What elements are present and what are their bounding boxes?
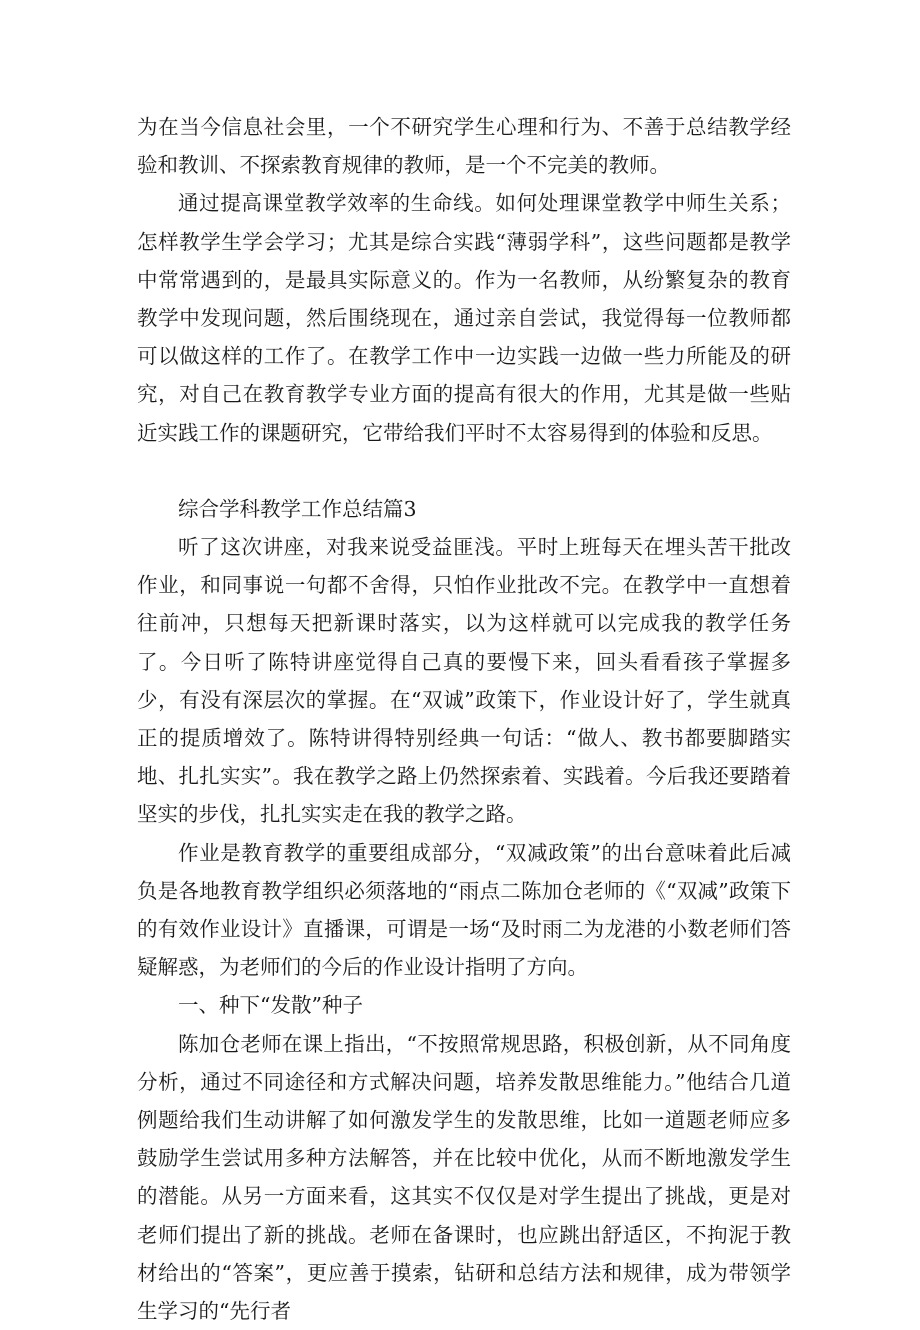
paragraph: 通过提高课堂教学效率的生命线。如何处理课堂教学中师生关系；怎样教学生学会学习；尤其是综合实践“薄弱学科”，这些问题都是教学中常常遇到的，是最具实际意义的。作为一名教师，从纷繁复杂的教育教学中发现问题，然后围绕现在，通过亲自尝试，我觉得每一位教师都可以做这样的工作了。在教学工作中一边实践一边做一些力所能及的研究，对自己在教育教学专业方面的提高有很大的作用，尤其是做一些贴近实践工作的课题研究，它带给我们平时不太容易得到的体验和反思。	[137, 191, 791, 445]
paragraph: 听了这次讲座，对我来说受益匪浅。平时上班每天在埋头苦干批改作业，和同事说一句都不舍得，只怕作业批改不完。在教学中一直想着往前冲，只想每天把新课时落实，以为这样就可以完成我的教学任务了。今日听了陈特讲座觉得自己真的要慢下来，回头看看孩子掌握多少，有没有深层次的掌握。在“双诚”政策下，作业设计好了，学生就真正的提质增效了。陈特讲得特别经典一句话：“做人、教书都要脚踏实地、扎扎实实”。我在教学之路上仍然探索着、实践着。今后我还要踏着坚实的步伐，扎扎实实走在我的教学之路。	[137, 535, 791, 827]
document-body	[137, 108, 791, 1330]
section-title: 综合学科教学工作总结篇3	[178, 496, 417, 521]
paragraph: 为在当今信息社会里，一个不研究学生心理和行为、不善于总结教学经验和教训、不探索教育规律的教师，是一个不完美的教师。	[137, 115, 791, 178]
subheading: 一、种下“发散”种子	[178, 993, 363, 1018]
paragraph: 陈加仓老师在课上指出，“不按照常规思路，积极创新，从不同角度分析，通过不同途径和方式解决问题，培养发散思维能力。”他结合几道例题给我们生动讲解了如何激发学生的发散思维，比如一道题老师应多鼓励学生尝试用多种方法解答，并在比较中优化，从而不断地激发学生的潜能。从另一方面来看，这其实不仅仅是对学生提出了挑战，更是对老师们提出了新的挑战。老师在备课时，也应跳出舒适区，不拘泥于教材给出的“答案”，更应善于摸索，钻研和总结方法和规律，成为带领学生学习的“先行者	[137, 1031, 791, 1324]
paragraph: 作业是教育教学的重要组成部分，“双减政策”的出台意味着此后减负是各地教育教学组织必须落地的“雨点二陈加仓老师的《“双减”政策下的有效作业设计》直播课，可谓是一场“及时雨二为龙港的小数老师们答疑解惑，为老师们的今后的作业设计指明了方向。	[137, 840, 791, 980]
